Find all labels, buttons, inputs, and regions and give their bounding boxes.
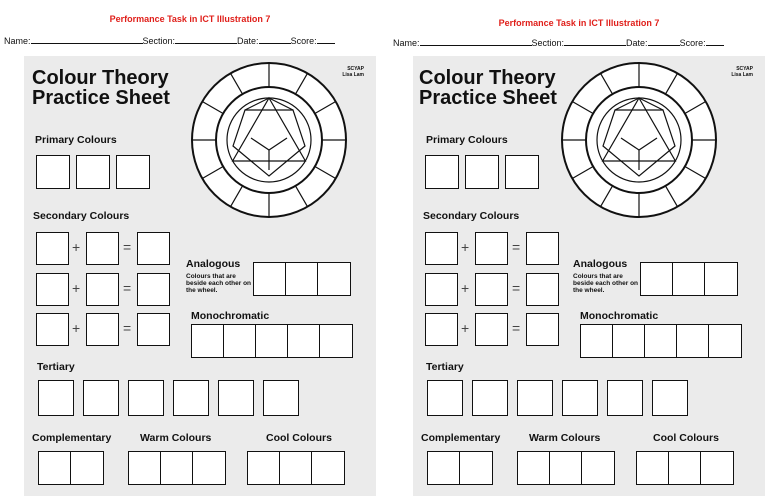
cool-colours-label: Cool Colours [266,432,332,444]
tertiary-box-5[interactable] [218,380,254,416]
primary-box-2[interactable] [76,155,110,189]
sheet-title-line1: Colour Theory [32,67,169,89]
mono-box-3[interactable] [255,324,289,358]
mono-box-4[interactable] [287,324,321,358]
equals-sign: = [512,239,521,255]
secondary-row3-box-1[interactable] [36,313,69,346]
plus-sign: + [461,280,470,296]
tertiary-box-1[interactable] [38,380,74,416]
secondary-row2-box-1[interactable] [36,273,69,306]
analogous-label: Analogous [573,258,628,270]
tertiary-box-5[interactable] [607,380,643,416]
warm-box-1[interactable] [128,451,162,485]
primary-colours-label: Primary Colours [35,134,117,146]
warm-box-1[interactable] [517,451,551,485]
secondary-row1-box-2[interactable] [86,232,119,265]
warm-box-3[interactable] [192,451,226,485]
tertiary-box-6[interactable] [652,380,688,416]
name-label: Name: [393,38,420,48]
complementary-box-2[interactable] [70,451,104,485]
analogous-label: Analogous [186,258,241,270]
analogous-note: Colours that are beside each other on the wheel. [573,273,639,294]
section-label: Section: [142,36,176,46]
analogous-box-2[interactable] [672,262,706,296]
secondary-row1-box-2[interactable] [475,232,508,265]
secondary-row2-result[interactable] [137,273,170,306]
tertiary-label: Tertiary [37,361,75,373]
complementary-label: Complementary [32,432,112,444]
tertiary-box-2[interactable] [472,380,508,416]
secondary-row3-result[interactable] [137,313,170,346]
analogous-box-3[interactable] [317,262,351,296]
mono-box-3[interactable] [644,324,678,358]
section-label: Section: [531,38,565,48]
secondary-row2-box-1[interactable] [425,273,458,306]
plus-sign: + [72,320,81,336]
plus-sign: + [461,239,470,255]
equals-sign: = [512,320,521,336]
secondary-row2-box-2[interactable] [86,273,119,306]
warm-colours-label: Warm Colours [529,432,601,444]
score-label: Score: [679,38,706,48]
tertiary-box-1[interactable] [427,380,463,416]
worksheet-left [4,0,376,503]
primary-box-2[interactable] [465,155,499,189]
warm-colours-label: Warm Colours [140,432,212,444]
complementary-label: Complementary [421,432,501,444]
mono-box-2[interactable] [612,324,646,358]
analogous-box-1[interactable] [253,262,287,296]
secondary-row1-result[interactable] [526,232,559,265]
cool-box-2[interactable] [668,451,702,485]
monochromatic-label: Monochromatic [580,310,659,322]
cool-box-1[interactable] [247,451,281,485]
cool-box-3[interactable] [700,451,734,485]
name-label: Name: [4,36,31,46]
sheet-title-line2: Practice Sheet [32,87,170,109]
tertiary-box-4[interactable] [562,380,598,416]
analogous-box-1[interactable] [640,262,674,296]
worksheet-right [393,0,765,503]
mono-box-2[interactable] [223,324,257,358]
primary-colours-label: Primary Colours [426,134,508,146]
primary-box-3[interactable] [116,155,150,189]
equals-sign: = [123,239,132,255]
monochromatic-label: Monochromatic [191,310,270,322]
sheet-title-line2: Practice Sheet [419,87,557,109]
date-label: Date: [626,38,648,48]
equals-sign: = [123,280,132,296]
cool-box-2[interactable] [279,451,313,485]
mono-box-1[interactable] [580,324,614,358]
analogous-box-2[interactable] [285,262,319,296]
secondary-row2-result[interactable] [526,273,559,306]
secondary-row3-box-2[interactable] [86,313,119,346]
cool-box-1[interactable] [636,451,670,485]
primary-box-3[interactable] [505,155,539,189]
mono-box-4[interactable] [676,324,710,358]
equals-sign: = [123,320,132,336]
secondary-row3-result[interactable] [526,313,559,346]
complementary-box-2[interactable] [459,451,493,485]
cool-colours-label: Cool Colours [653,432,719,444]
primary-box-1[interactable] [425,155,459,189]
equals-sign: = [512,280,521,296]
score-label: Score: [290,36,317,46]
credit-line1: SCYAP [347,66,364,72]
secondary-row1-result[interactable] [137,232,170,265]
primary-box-1[interactable] [36,155,70,189]
analogous-note: Colours that are beside each other on the wheel. [186,273,252,294]
tertiary-label: Tertiary [426,361,464,373]
credit-line1: SCYAP [736,66,753,72]
secondary-colours-label: Secondary Colours [33,210,130,222]
plus-sign: + [72,280,81,296]
sheet-title-line1: Colour Theory [419,67,556,89]
secondary-row3-box-1[interactable] [425,313,458,346]
complementary-box-1[interactable] [38,451,72,485]
tertiary-box-3[interactable] [128,380,164,416]
tertiary-box-4[interactable] [173,380,209,416]
analogous-box-3[interactable] [704,262,738,296]
complementary-box-1[interactable] [427,451,461,485]
cool-box-3[interactable] [311,451,345,485]
plus-sign: + [461,320,470,336]
tertiary-box-6[interactable] [263,380,299,416]
tertiary-box-3[interactable] [517,380,553,416]
plus-sign: + [72,239,81,255]
secondary-row1-box-1[interactable] [425,232,458,265]
warm-box-3[interactable] [581,451,615,485]
mono-box-5[interactable] [319,324,353,358]
page-title: Performance Task in ICT Illustration 7 [109,14,271,24]
secondary-row3-box-2[interactable] [475,313,508,346]
tertiary-box-2[interactable] [83,380,119,416]
warm-box-2[interactable] [549,451,583,485]
secondary-colours-label: Secondary Colours [423,210,520,222]
date-label: Date: [237,36,259,46]
page-title: Performance Task in ICT Illustration 7 [498,18,660,28]
credit-line2: Lisa Lam [731,72,753,78]
secondary-row1-box-1[interactable] [36,232,69,265]
warm-box-2[interactable] [160,451,194,485]
mono-box-1[interactable] [191,324,225,358]
secondary-row2-box-2[interactable] [475,273,508,306]
credit-line2: Lisa Lam [342,72,364,78]
mono-box-5[interactable] [708,324,742,358]
